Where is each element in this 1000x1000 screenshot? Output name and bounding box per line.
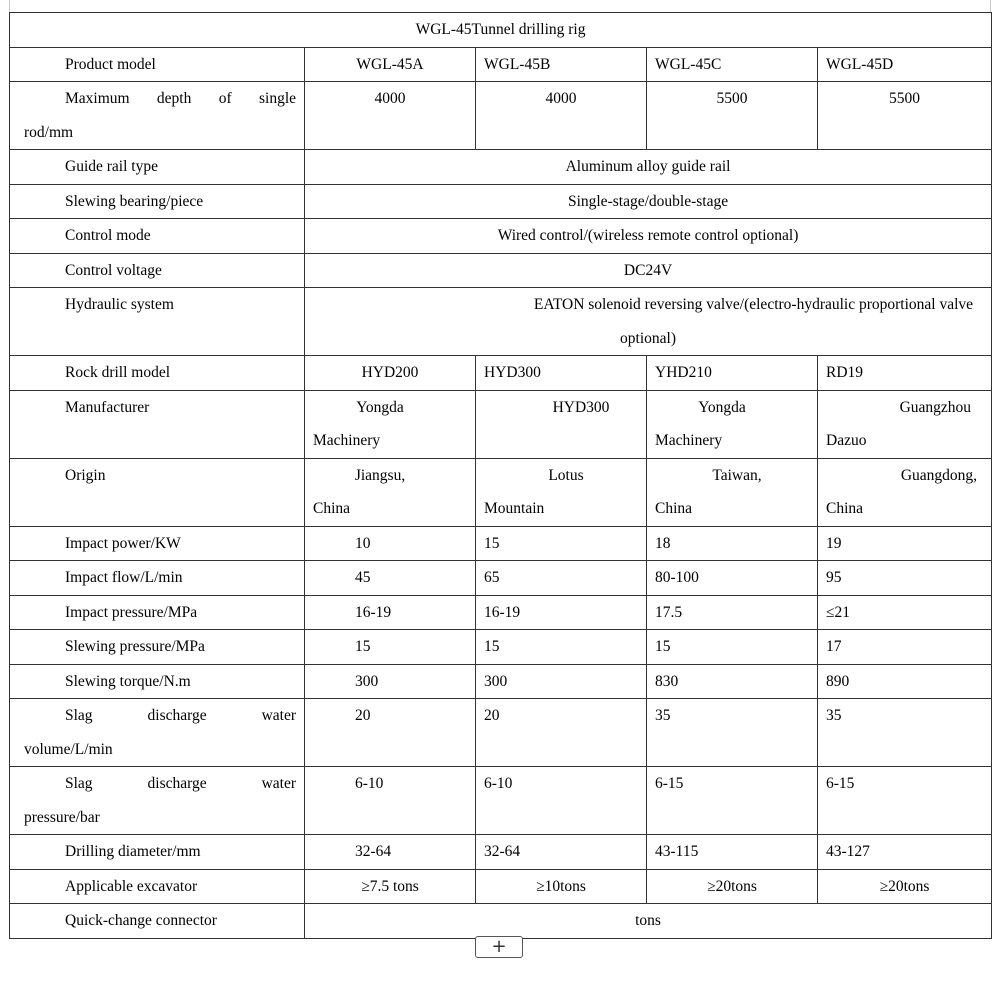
table-row (10, 150, 992, 185)
table-cell: tons (305, 904, 992, 939)
table-cell: ≥20tons (647, 869, 818, 904)
table-cell: 18 (647, 526, 818, 561)
row-label: Origin (10, 458, 305, 526)
row-label: Quick-change connector (10, 904, 305, 939)
row-label: Impact pressure/MPa (10, 595, 305, 630)
table-cell: EATON solenoid reversing valve/(electro-hydraulic proportional valve optional) (305, 288, 992, 356)
table-cell: Yongda Machinery (647, 390, 818, 458)
table-cell: 15 (647, 630, 818, 665)
table-cell: 35 (647, 699, 818, 767)
row-label: Maximum depth of single rod/mm (10, 82, 305, 150)
table-cell: 16-19 (305, 595, 476, 630)
row-label: Manufacturer (10, 390, 305, 458)
table-row (10, 869, 992, 904)
table-cell: 17.5 (647, 595, 818, 630)
table-cell: 5500 (818, 82, 992, 150)
row-label: Rock drill model (10, 356, 305, 391)
table-cell: WGL-45A (305, 47, 476, 82)
table-row (10, 82, 992, 150)
row-label: Control mode (10, 219, 305, 254)
table-row (10, 184, 992, 219)
spec-table (9, 12, 992, 939)
table-cell: HYD200 (305, 356, 476, 391)
table-row (10, 595, 992, 630)
table-cell: 43-127 (818, 835, 992, 870)
table-row (10, 458, 992, 526)
table-cell: HYD300 (476, 356, 647, 391)
table-cell: 19 (818, 526, 992, 561)
row-label: Drilling diameter/mm (10, 835, 305, 870)
table-cell: Guangdong, China (818, 458, 992, 526)
table-row (10, 767, 992, 835)
table-row (10, 561, 992, 596)
table-row (10, 904, 992, 939)
table-cell: 10 (305, 526, 476, 561)
table-cell: Taiwan, China (647, 458, 818, 526)
frame-right-edge (990, 0, 991, 12)
table-cell: 32-64 (305, 835, 476, 870)
table-cell: 43-115 (647, 835, 818, 870)
row-label: Hydraulic system (10, 288, 305, 356)
table-cell: 300 (476, 664, 647, 699)
table-row (10, 356, 992, 391)
table-cell: 6-10 (305, 767, 476, 835)
row-label: Slag discharge water pressure/bar (10, 767, 305, 835)
table-cell: HYD300 (476, 390, 647, 458)
table-cell: 6-10 (476, 767, 647, 835)
table-cell: RD19 (818, 356, 992, 391)
table-cell: WGL-45B (476, 47, 647, 82)
table-cell: 16-19 (476, 595, 647, 630)
table-row (10, 630, 992, 665)
table-cell: Aluminum alloy guide rail (305, 150, 992, 185)
row-label: Guide rail type (10, 150, 305, 185)
table-cell: 4000 (305, 82, 476, 150)
table-row (10, 288, 992, 356)
table-cell: 17 (818, 630, 992, 665)
table-cell: 300 (305, 664, 476, 699)
table-cell: DC24V (305, 253, 992, 288)
table-cell: WGL-45D (818, 47, 992, 82)
table-cell: 80-100 (647, 561, 818, 596)
frame-left-edge (9, 0, 10, 12)
table-cell: 6-15 (647, 767, 818, 835)
table-cell: 95 (818, 561, 992, 596)
table-row (10, 835, 992, 870)
table-cell: YHD210 (647, 356, 818, 391)
table-cell: Wired control/(wireless remote control optional) (305, 219, 992, 254)
table-cell: ≥10tons (476, 869, 647, 904)
table-cell: 4000 (476, 82, 647, 150)
row-label: Impact flow/L/min (10, 561, 305, 596)
add-row-button[interactable]: + (475, 936, 523, 958)
table-row (10, 664, 992, 699)
table-cell: 20 (305, 699, 476, 767)
table-cell: Yongda Machinery (305, 390, 476, 458)
table-cell: 15 (476, 526, 647, 561)
table-row (10, 699, 992, 767)
table-row (10, 390, 992, 458)
table-cell: Jiangsu, China (305, 458, 476, 526)
row-label: Impact power/KW (10, 526, 305, 561)
table-cell: 890 (818, 664, 992, 699)
table-cell: 5500 (647, 82, 818, 150)
table-title: WGL-45Tunnel drilling rig (10, 13, 992, 48)
table-cell: 6-15 (818, 767, 992, 835)
table-cell: Single-stage/double-stage (305, 184, 992, 219)
table-cell: WGL-45C (647, 47, 818, 82)
row-label: Product model (10, 47, 305, 82)
table-row (10, 47, 992, 82)
table-row (10, 253, 992, 288)
table-row (10, 219, 992, 254)
table-cell: ≥20tons (818, 869, 992, 904)
row-label: Slewing torque/N.m (10, 664, 305, 699)
table-cell: ≤21 (818, 595, 992, 630)
table-cell: Guangzhou Dazuo (818, 390, 992, 458)
row-label: Slewing pressure/MPa (10, 630, 305, 665)
row-label: Slewing bearing/piece (10, 184, 305, 219)
table-cell: 20 (476, 699, 647, 767)
table-cell: 15 (476, 630, 647, 665)
table-cell: ≥7.5 tons (305, 869, 476, 904)
table-cell: 35 (818, 699, 992, 767)
table-row (10, 13, 992, 48)
table-cell: 32-64 (476, 835, 647, 870)
table-row (10, 526, 992, 561)
table-cell: 830 (647, 664, 818, 699)
table-cell: Lotus Mountain (476, 458, 647, 526)
table-cell: 15 (305, 630, 476, 665)
row-label: Control voltage (10, 253, 305, 288)
row-label: Slag discharge water volume/L/min (10, 699, 305, 767)
table-cell: 45 (305, 561, 476, 596)
row-label: Applicable excavator (10, 869, 305, 904)
table-cell: 65 (476, 561, 647, 596)
